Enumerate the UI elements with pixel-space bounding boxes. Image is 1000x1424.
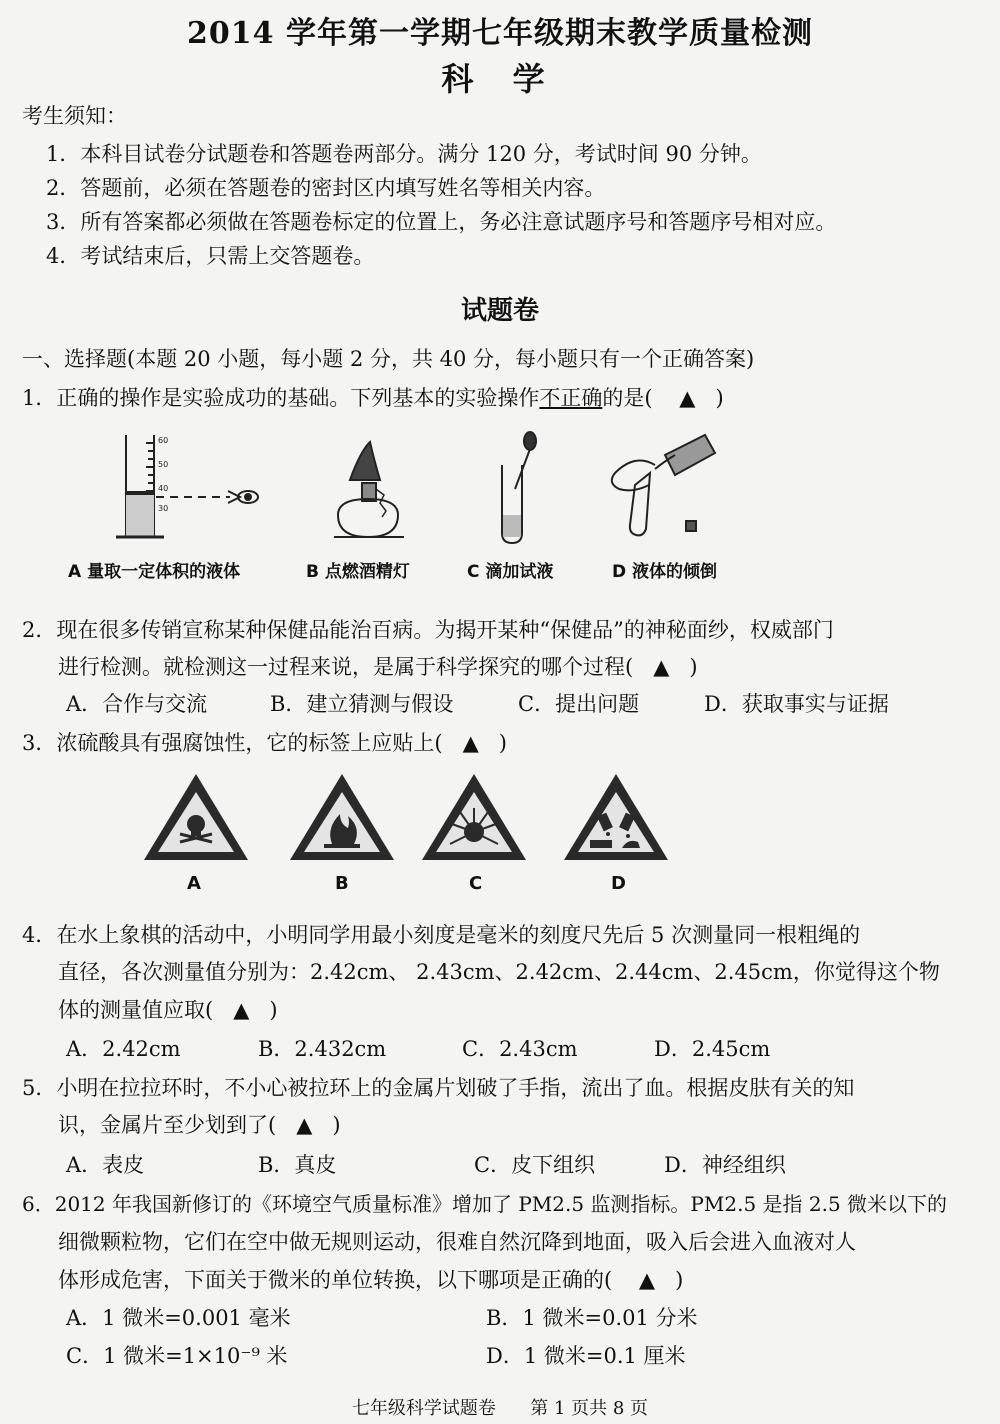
footer-title: 七年级科学试题卷 xyxy=(351,1398,496,1419)
pouring-liquid-illustration xyxy=(612,435,715,535)
q1-stem xyxy=(22,382,724,412)
part1-heading: 一、选择题(本题 20 小题，每小题 2 分，共 40 分，每小题只有一个正确答案) xyxy=(22,347,755,371)
q5-close: ) xyxy=(332,1113,341,1137)
q4-line1: 4．在水上象棋的活动中，小明同学用最小刻度是毫米的刻度尺先后 5 次测量同一根粗绳的 xyxy=(22,923,861,947)
q1-figures xyxy=(90,425,770,550)
q2-line2 xyxy=(58,651,698,681)
q5-line2 xyxy=(58,1109,341,1139)
q6-line2: 细微颗粒物，它们在空中做无规则运动，很难自然沉降到地面，吸入后会进入血液对人 xyxy=(58,1230,856,1254)
notice-item: 1．本科目试卷分试题卷和答题卷两部分。满分 120 分，考试时间 90 分钟。 xyxy=(46,142,762,166)
q6-option: B．1 微米=0.01 分米 xyxy=(486,1306,698,1330)
scale-tick: 40 xyxy=(158,484,169,493)
q4-line3 xyxy=(58,994,278,1024)
q4-close: ) xyxy=(269,998,278,1022)
explosive-sign-icon xyxy=(422,774,526,860)
q6-option: C．1 微米=1×10⁻⁹ 米 xyxy=(66,1344,288,1368)
section-title: 试题卷 xyxy=(460,296,539,326)
q6-line3-text: 体形成危害，下面关于微米的单位转换，以下哪项是正确的( xyxy=(58,1268,613,1292)
q2-option: A．合作与交流 xyxy=(66,692,208,716)
q3-close: ) xyxy=(498,731,507,755)
answer-blank-triangle: ▲ xyxy=(462,731,479,755)
q4-option: A．2.42cm xyxy=(66,1037,181,1061)
q3-stem xyxy=(22,727,507,757)
graduated-cylinder-illustration xyxy=(116,435,258,537)
q6-close: ) xyxy=(675,1268,684,1292)
alcohol-lamp-illustration xyxy=(334,442,404,537)
q3-stem-text: 3．浓硫酸具有强腐蚀性，它的标签上应贴上( xyxy=(22,731,443,755)
q4-option: B．2.432cm xyxy=(258,1037,387,1061)
q2-option: B．建立猜测与假设 xyxy=(270,692,454,716)
q4-line2: 直径，各次测量值分别为：2.42cm、 2.43cm、2.42cm、2.44cm、2.45cm，你觉得这个物 xyxy=(58,960,940,984)
q5-line2-text: 识，金属片至少划到了( xyxy=(58,1113,277,1137)
q1-stem-underline: 不正确 xyxy=(539,386,603,410)
q3-hazard-signs xyxy=(140,770,700,866)
test-tube-dropper-illustration xyxy=(502,432,536,543)
corrosive-sign-icon xyxy=(564,774,668,860)
q6-option: D．1 微米=0.1 厘米 xyxy=(486,1344,686,1368)
q1-close: ) xyxy=(715,386,724,410)
q6-line1: 6．2012 年我国新修订的《环境空气质量标准》增加了 PM2.5 监测指标。PM2.5 是指 2.5 微米以下的 xyxy=(22,1192,948,1216)
q2-close: ) xyxy=(689,655,698,679)
sign-label: C xyxy=(469,873,483,894)
answer-blank-triangle: ▲ xyxy=(653,655,670,679)
notice-item: 3．所有答案都必须做在答题卷标定的位置上，务必注意试题序号和答题序号相对应。 xyxy=(46,210,837,234)
flammable-sign-icon xyxy=(290,774,394,860)
q4-option: D．2.45cm xyxy=(654,1037,771,1061)
answer-blank-triangle: ▲ xyxy=(638,1268,656,1292)
q5-option: C．皮下组织 xyxy=(474,1153,596,1177)
q2-line2-text: 进行检测。就检测这一过程来说，是属于科学探究的哪个过程( xyxy=(58,655,634,679)
q5-option: B．真皮 xyxy=(258,1153,337,1177)
figure-label: D 液体的倾倒 xyxy=(612,562,718,582)
exam-title: 2014 学年第一学期七年级期末教学质量检测 xyxy=(187,16,813,51)
notice-item: 4．考试结束后，只需上交答题卷。 xyxy=(46,244,375,268)
figure-label: C 滴加试液 xyxy=(467,562,554,582)
q1-stem-pre: 1．正确的操作是实验成功的基础。下列基本的实验操作 xyxy=(22,386,540,410)
notice-heading: 考生须知： xyxy=(22,104,127,128)
footer-page-number: 第 1 页共 8 页 xyxy=(530,1398,649,1419)
q1-stem-post: 的是( xyxy=(602,386,653,410)
sign-label: A xyxy=(187,873,201,894)
subject-title: 科 学 xyxy=(441,60,559,98)
figure-label: A 量取一定体积的液体 xyxy=(68,562,241,582)
q2-line1: 2．现在很多传销宣称某种保健品能治百病。为揭开某种“保健品”的神秘面纱，权威部门 xyxy=(22,618,834,642)
q2-option: C．提出问题 xyxy=(518,692,640,716)
notice-item: 2．答题前，必须在答题卷的密封区内填写姓名等相关内容。 xyxy=(46,176,606,200)
scale-tick: 60 xyxy=(158,436,169,445)
scale-tick: 50 xyxy=(158,460,169,469)
page-footer xyxy=(0,1394,1000,1420)
q5-option: D．神经组织 xyxy=(664,1153,786,1177)
q6-option: A．1 微米=0.001 毫米 xyxy=(66,1306,291,1330)
q4-option: C．2.43cm xyxy=(462,1037,578,1061)
answer-blank-triangle: ▲ xyxy=(296,1113,313,1137)
scale-tick: 30 xyxy=(158,504,169,513)
q5-line1: 5．小明在拉拉环时，不小心被拉环上的金属片划破了手指，流出了血。根据皮肤有关的知 xyxy=(22,1076,855,1100)
sign-label: B xyxy=(335,873,349,894)
sign-label: D xyxy=(611,873,626,894)
q4-line3-text: 体的测量值应取( xyxy=(58,998,214,1022)
q6-line3 xyxy=(58,1264,683,1294)
q2-option: D．获取事实与证据 xyxy=(704,692,889,716)
answer-blank-triangle: ▲ xyxy=(679,386,696,410)
toxic-skull-sign-icon xyxy=(144,774,248,860)
figure-label: B 点燃酒精灯 xyxy=(306,562,410,582)
answer-blank-triangle: ▲ xyxy=(233,998,250,1022)
q5-option: A．表皮 xyxy=(66,1153,145,1177)
